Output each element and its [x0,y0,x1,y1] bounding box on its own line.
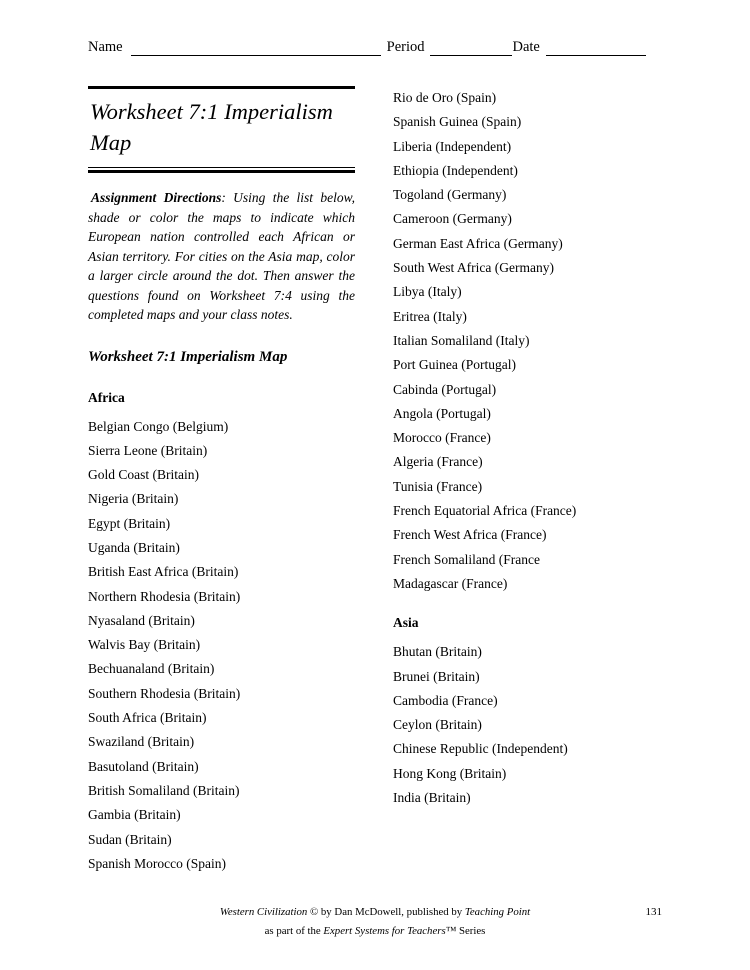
list-item: Basutoland (Britain) [88,758,199,774]
list-item: Italian Somaliland (Italy) [393,332,530,348]
list-item: Bhutan (Britain) [393,644,482,660]
list-item: Nyasaland (Britain) [88,612,195,628]
list-item: Spanish Guinea (Spain) [393,114,522,130]
assignment-directions [88,188,355,325]
list-item: Cameroon (Germany) [393,211,512,227]
name-blank-line [131,39,381,56]
list-item: Southern Rhodesia (Britain) [88,685,241,701]
list-item: Sierra Leone (Britain) [88,442,208,458]
africa-list-left [88,415,355,877]
list-item: Morocco (France) [393,430,491,446]
list-item: Cabinda (Portugal) [393,381,497,397]
list-item: Ceylon (Britain) [393,717,482,733]
period-label: Period [386,39,425,55]
africa-heading: Africa [88,389,125,405]
list-item: Ethiopia (Independent) [393,162,518,178]
list-item: Togoland (Germany) [393,187,507,203]
section-subheading: Worksheet 7:1 Imperialism Map [88,348,288,365]
worksheet-title: Worksheet 7:1 Imperialism Map [90,99,333,155]
list-item: Rio de Oro (Spain) [393,90,497,105]
footer [0,903,750,941]
footer-series-prefix: as part of the [264,925,324,937]
footer-series-suffix: Series [456,925,486,937]
page-number: 131 [645,906,662,918]
header-fill-in-row [88,38,660,56]
list-item: Sudan (Britain) [88,831,172,847]
list-item: Hong Kong (Britain) [393,765,507,781]
list-item: Gambia (Britain) [88,807,181,823]
list-item: Libya (Italy) [393,284,462,300]
footer-publisher-name: Teaching Point [464,906,531,918]
period-blank-line [430,39,512,56]
list-item: Walvis Bay (Britain) [88,637,201,653]
footer-series-name: Expert Systems for Teachers™ [323,925,457,937]
name-label: Name [88,39,123,55]
list-item: Swaziland (Britain) [88,734,195,750]
list-item: Northern Rhodesia (Britain) [88,588,241,604]
list-item: Belgian Congo (Belgium) [88,418,229,434]
list-item: Madagascar (France) [393,575,508,591]
asia-list [393,640,660,810]
asia-heading: Asia [393,615,419,631]
list-item: French Somaliland (France [393,551,540,567]
list-item: Gold Coast (Britain) [88,467,199,483]
list-item: French West Africa (France) [393,527,547,543]
list-item: British Somaliland (Britain) [88,782,240,798]
footer-publication-title: Western Civilization [219,906,308,918]
list-item: Spanish Morocco (Spain) [88,855,226,871]
date-blank-line [546,39,646,56]
list-item: India (Britain) [393,790,471,806]
list-item: German East Africa (Germany) [393,235,563,251]
worksheet-title-block [88,86,355,167]
list-item: Bechuanaland (Britain) [88,661,215,677]
footer-line1 [0,903,750,922]
list-item: Angola (Portugal) [393,405,491,421]
date-label: Date [512,39,540,55]
list-item: Port Guinea (Portugal) [393,357,516,373]
main-content [88,86,660,876]
list-item: Brunei (Britain) [393,668,480,684]
directions-label: Assignment Directions [91,190,222,205]
footer-line2 [0,922,750,941]
title-bottom-rule [88,167,355,173]
right-column [393,86,660,810]
list-item: Liberia (Independent) [393,138,512,154]
list-item: Algeria (France) [393,454,483,470]
footer-publisher-text: © by Dan McDowell, published by [307,906,465,918]
list-item: Chinese Republic (Independent) [393,741,568,757]
list-item: Egypt (Britain) [88,515,171,531]
list-item: Cambodia (France) [393,692,498,708]
africa-list-right [393,86,660,596]
list-item: Tunisia (France) [393,478,483,494]
list-item: South West Africa (Germany) [393,260,554,276]
list-item: British East Africa (Britain) [88,564,239,580]
list-item: Uganda (Britain) [88,539,180,555]
list-item: Nigeria (Britain) [88,491,179,507]
list-item: South Africa (Britain) [88,710,207,726]
list-item: Eritrea (Italy) [393,308,467,324]
directions-text: : Using the list below, shade or color the maps to indicate which European nation controlled each African or Asian territory. For cities on the Asia map, color a larger circle around the dot. Then answer the questions found on Worksheet 7:4 using the completed maps and your class notes. [88,190,355,322]
list-item: French Equatorial Africa (France) [393,503,577,519]
left-column [88,86,355,876]
